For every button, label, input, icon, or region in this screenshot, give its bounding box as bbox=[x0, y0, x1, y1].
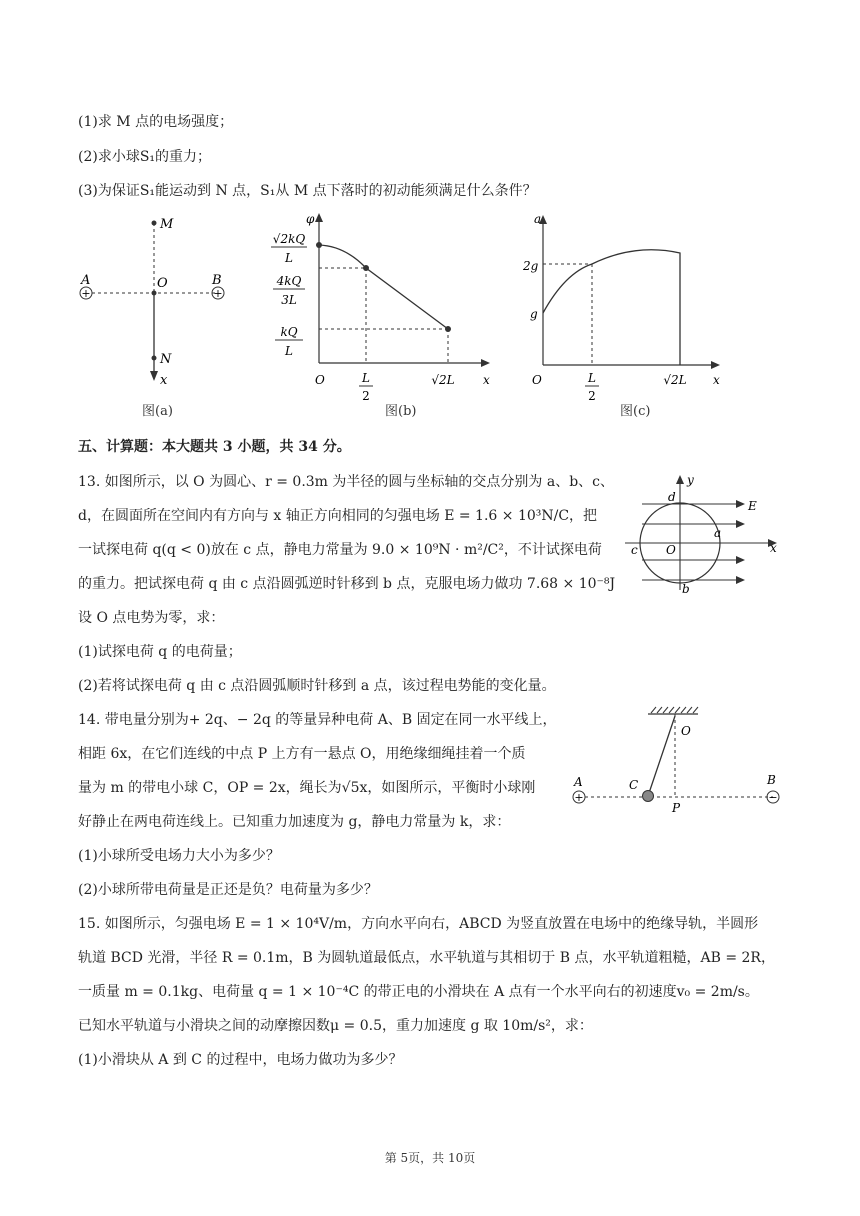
q15-line1: 15. 如图所示，匀强电场 E = 1 × 10⁴V/m，方向水平向右，ABCD 为竖直放置在电场中的绝缘导轨，半圆形 bbox=[78, 916, 759, 932]
figure-14 bbox=[565, 702, 790, 817]
q13-part1: (1)试探电荷 q 的电荷量； bbox=[78, 644, 242, 660]
q13-line1: 13. 如图所示，以 O 为圆心、r = 0.3m 为半径的圆与坐标轴的交点分别为 a、b、c、 bbox=[78, 474, 615, 490]
page-footer: 第 5页，共 10页 bbox=[384, 1151, 476, 1165]
label-x: x bbox=[160, 373, 168, 388]
section-heading: 五、计算题：本大题共 3 小题，共 34 分。 bbox=[78, 439, 351, 455]
phi-curve bbox=[319, 245, 448, 329]
origin-label: O bbox=[532, 373, 542, 387]
q12-part3: (3)为保证S₁能运动到 N 点，S₁从 M 点下落时的初动能须满足什么条件？ bbox=[78, 183, 537, 199]
q15-part1: (1)小滑块从 A 到 C 的过程中，电场力做功为多少？ bbox=[78, 1052, 403, 1068]
tick-phi3-num: kQ bbox=[280, 325, 298, 339]
tick-phi1-den: L bbox=[285, 251, 293, 265]
label-m: M bbox=[160, 217, 174, 232]
figure-b bbox=[265, 208, 505, 428]
tick-g: g bbox=[530, 307, 538, 321]
figure-a bbox=[70, 208, 250, 428]
tick-x2: √2L bbox=[663, 373, 687, 387]
label-a: a bbox=[714, 526, 722, 540]
label-b: b bbox=[682, 582, 690, 596]
label-a: A bbox=[81, 273, 91, 288]
q13-line4: 的重力。把试探电荷 q 由 c 点沿圆弧逆时针移到 b 点，克服电场力做功 7.68 × 10⁻⁸J bbox=[78, 576, 616, 592]
point-n bbox=[152, 356, 157, 361]
tick-phi1-num: √2kQ bbox=[272, 232, 306, 246]
figure-a-caption: 图(a) bbox=[142, 404, 173, 419]
label-d: d bbox=[668, 490, 676, 504]
a-curve bbox=[543, 250, 680, 365]
q15-line3: 一质量 m = 0.1kg、电荷量 q = 1 × 10⁻⁴C 的带正电的小滑块在 A 点有一个水平向右的初速度v₀ = 2m/s。 bbox=[78, 984, 759, 1000]
q12-part2: (2)求小球S₁的重力； bbox=[78, 149, 212, 165]
tick-phi2-num: 4kQ bbox=[276, 274, 302, 288]
tick-phi2-den: 3L bbox=[281, 293, 297, 307]
svg-text:+: + bbox=[213, 287, 223, 300]
svg-text:+: + bbox=[81, 287, 91, 300]
tick-x1-den: 2 bbox=[588, 389, 596, 403]
figure-c bbox=[525, 208, 740, 428]
label-n: N bbox=[160, 352, 172, 367]
q13-line5: 设 O 点电势为零，求： bbox=[78, 610, 225, 626]
q14-line3: 量为 m 的带电小球 C，OP = 2x，绳长为√5x，如图所示，平衡时小球刚 bbox=[78, 780, 536, 796]
q14-line2: 相距 6x，在它们连线的中点 P 上方有一悬点 O，用绝缘细绳挂着一个质 bbox=[78, 746, 526, 762]
label-a: A bbox=[574, 775, 583, 789]
ball-c bbox=[643, 791, 654, 802]
svg-text:−: − bbox=[768, 791, 778, 804]
tick-x2: √2L bbox=[431, 373, 455, 387]
figure-c-caption: 图(c) bbox=[620, 404, 651, 419]
figure-b-caption: 图(b) bbox=[385, 404, 417, 419]
q14-part2: (2)小球所带电荷量是正还是负？电荷量为多少？ bbox=[78, 882, 378, 898]
q13-part2: (2)若将试探电荷 q 由 c 点沿圆弧顺时针移到 a 点，该过程电势能的变化量。 bbox=[78, 678, 556, 694]
tick-x1-num: L bbox=[362, 371, 370, 385]
label-p: P bbox=[672, 801, 681, 815]
label-o: O bbox=[666, 543, 676, 557]
label-o: O bbox=[681, 724, 691, 738]
label-c: C bbox=[629, 778, 639, 792]
axis-a-label: a bbox=[534, 212, 542, 226]
label-c: c bbox=[631, 543, 638, 557]
label-x: x bbox=[770, 541, 777, 555]
q14-part1: (1)小球所受电场力大小为多少？ bbox=[78, 848, 280, 864]
label-o: O bbox=[157, 276, 168, 291]
q13-line2: d，在圆面所在空间内有方向与 x 轴正方向相同的匀强电场 E = 1.6 × 10³N/C，把 bbox=[78, 508, 598, 524]
tick-x1-den: 2 bbox=[362, 389, 370, 403]
q15-line4: 已知水平轨道与小滑块之间的动摩擦因数μ = 0.5，重力加速度 g 取 10m/s²，求： bbox=[78, 1018, 593, 1034]
figure-13 bbox=[620, 470, 785, 600]
string bbox=[648, 716, 675, 796]
axis-x-label: x bbox=[483, 373, 490, 387]
tick-2g: 2g bbox=[523, 259, 539, 273]
q15-line2: 轨道 BCD 光滑，半径 R = 0.1m，B 为圆轨道最低点，水平轨道与其相切于 B 点，水平轨道粗糙，AB = 2R， bbox=[78, 950, 775, 966]
q14-line4: 好静止在两电荷连线上。已知重力加速度为 g，静电力常量为 k，求： bbox=[78, 814, 511, 830]
label-e: E bbox=[748, 499, 757, 513]
q14-line1: 14. 带电量分别为+ 2q、− 2q 的等量异种电荷 A、B 固定在同一水平线上， bbox=[78, 712, 557, 728]
tick-phi3-den: L bbox=[285, 344, 293, 358]
q13-line3: 一试探电荷 q(q < 0)放在 c 点，静电力常量为 9.0 × 10⁹N · m²/C²，不计试探电荷 bbox=[78, 542, 602, 558]
point-m bbox=[152, 221, 157, 226]
tick-x1-num: L bbox=[588, 371, 596, 385]
origin-label: O bbox=[315, 373, 325, 387]
label-y: y bbox=[687, 473, 694, 487]
q12-part1: (1)求 M 点的电场强度； bbox=[78, 114, 234, 130]
label-b: B bbox=[767, 773, 776, 787]
axis-phi-label: φ bbox=[306, 212, 315, 226]
svg-text:+: + bbox=[574, 791, 584, 804]
label-b: B bbox=[212, 273, 222, 288]
axis-x-label: x bbox=[713, 373, 720, 387]
